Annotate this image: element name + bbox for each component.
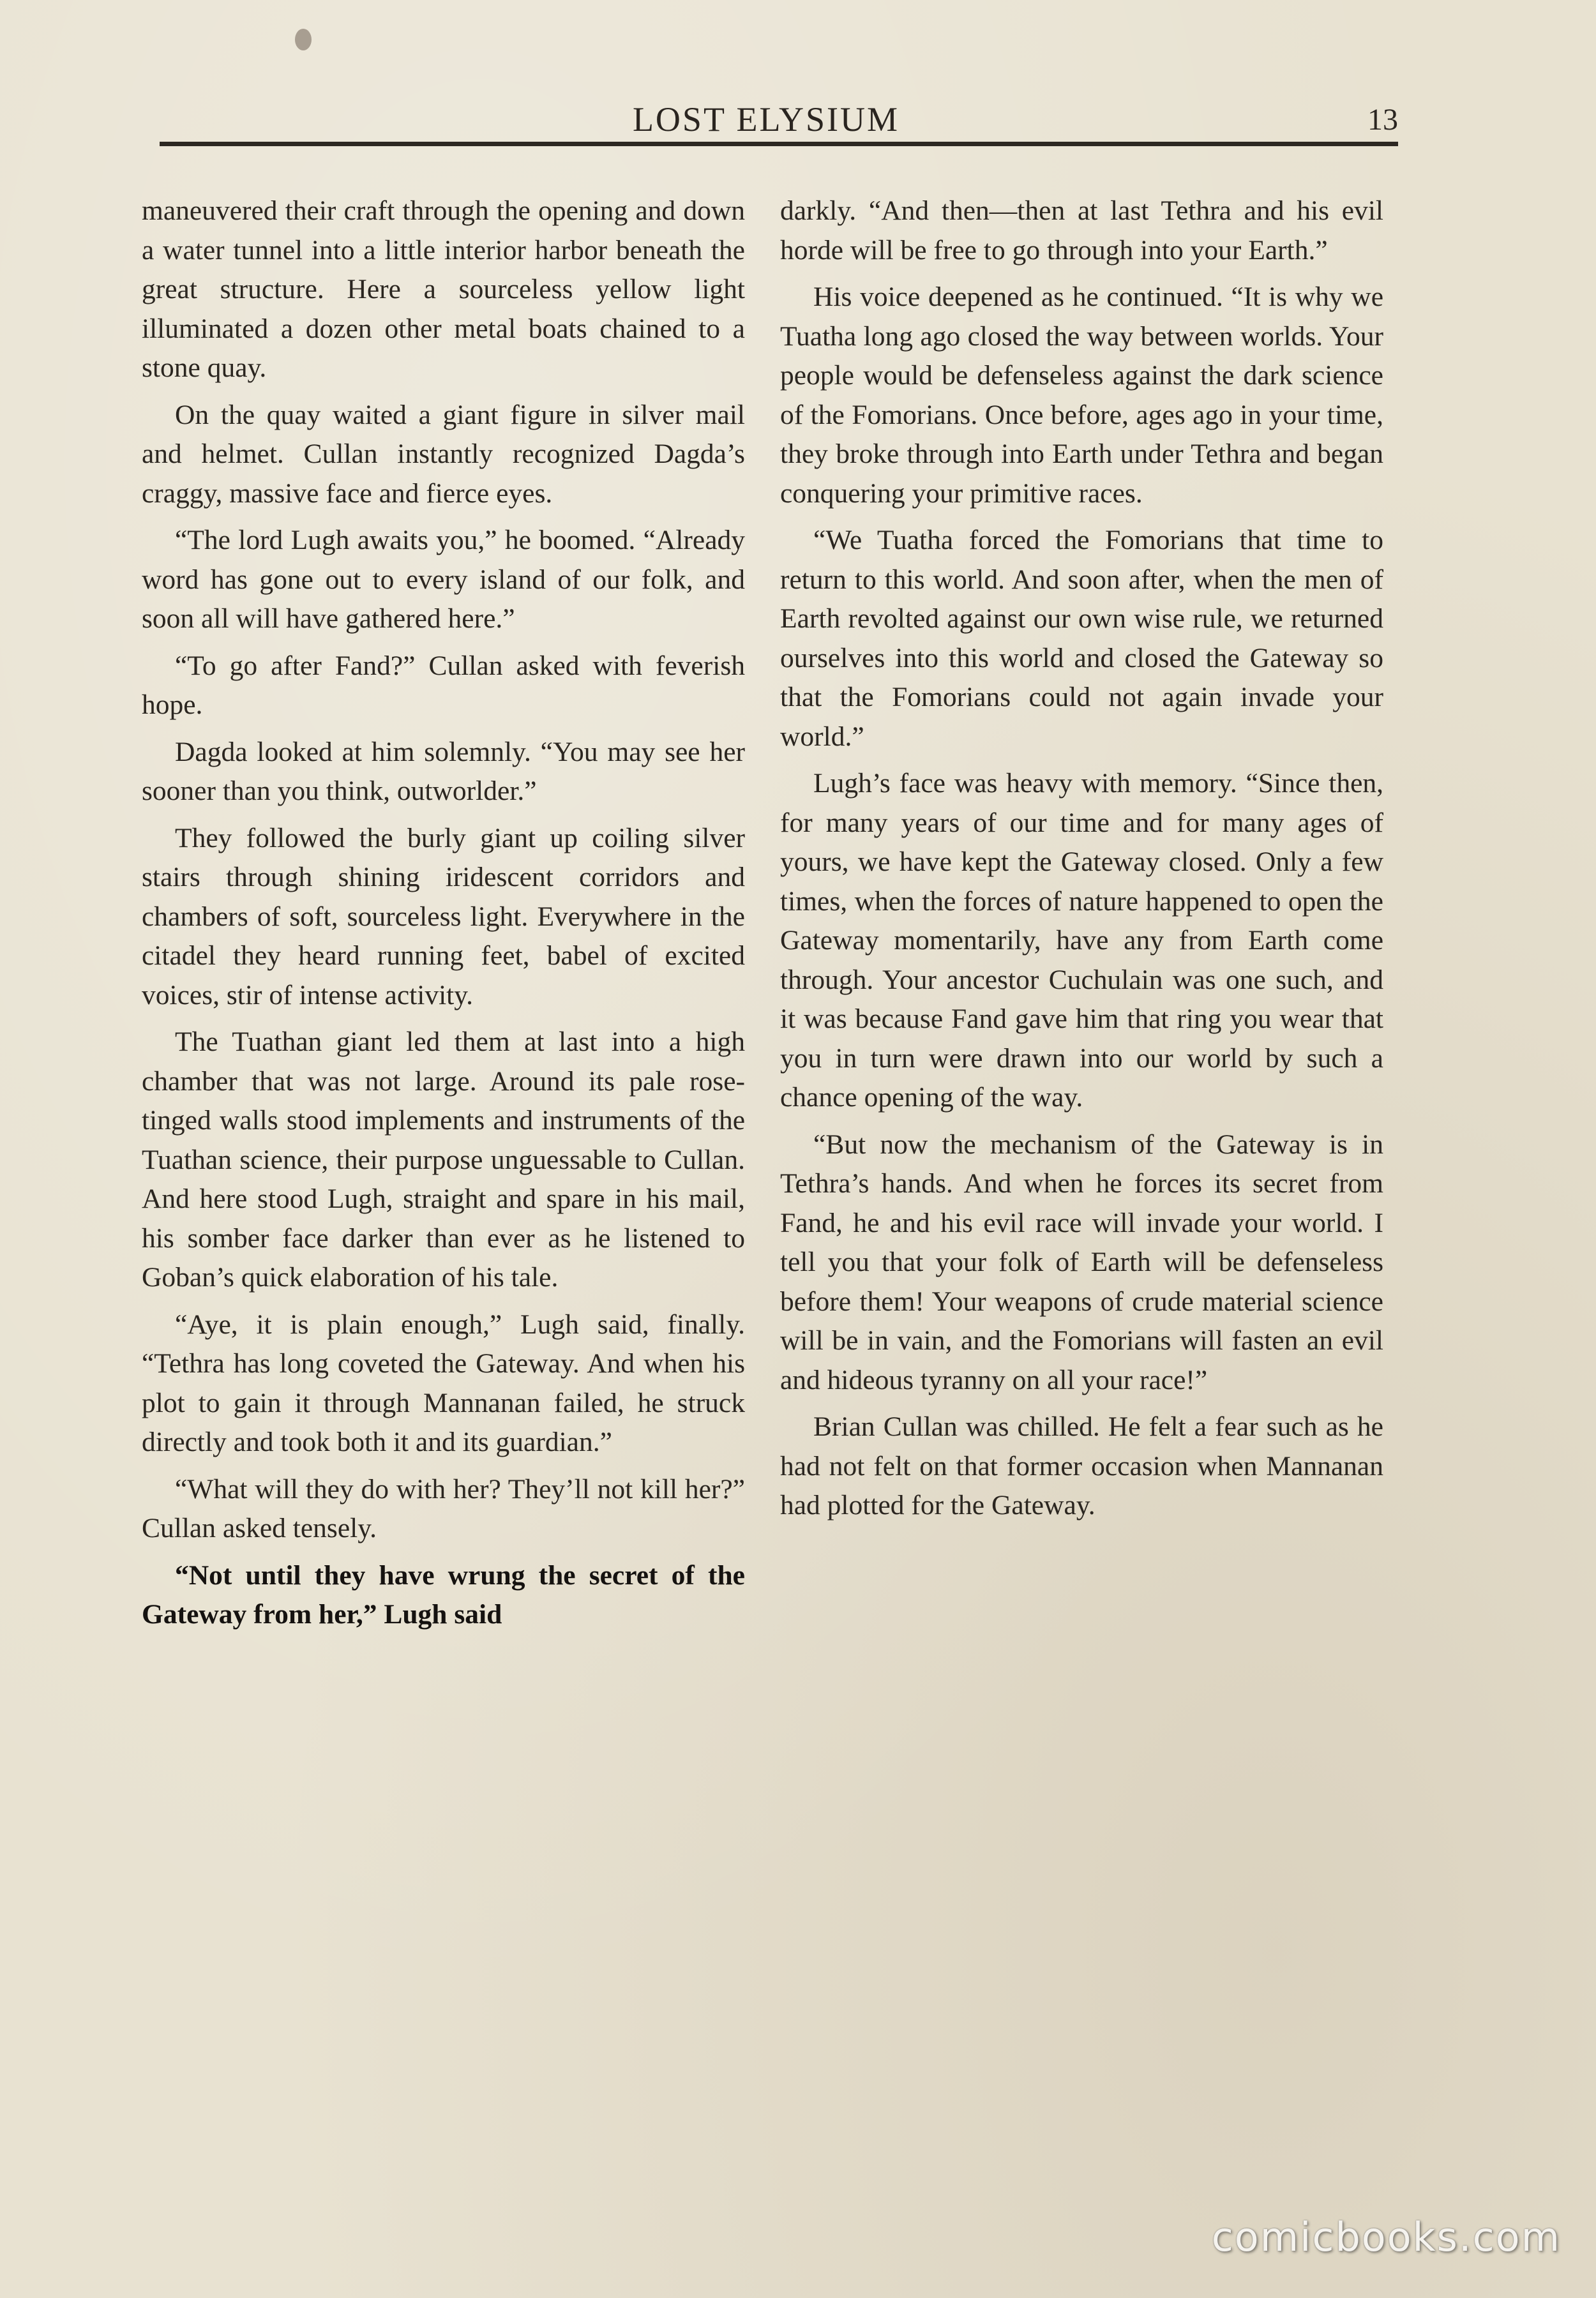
paragraph: “To go after Fand?” Cullan asked with feverish hope. bbox=[142, 650, 745, 720]
paragraph: They followed the burly giant up coiling silver stairs through shining iridescent corridors and chambers of soft, sourceless light. Everywhere in the citadel they heard running feet, babel of excited voices, stir of intense activity. bbox=[142, 822, 745, 1010]
paragraph: “We Tuatha forced the Fomorians that time to return to this world. And soon after, when the men of Earth revolted against our own wise rule, we returned ourselves into this world and closed the Gateway so that the Fomorians could not again invade your world.” bbox=[780, 525, 1383, 752]
running-title: LOST ELYSIUM bbox=[632, 100, 900, 139]
paragraph: maneuvered their craft through the opening and down a water tunnel into a little interior harbor beneath the great structure. Here a sourceless yellow light illuminated a dozen other metal boats chained to a stone quay. bbox=[142, 195, 745, 383]
ink-smudge bbox=[295, 29, 312, 50]
paragraph: Dagda looked at him solemnly. “You may see her sooner than you think, outworlder.” bbox=[142, 736, 745, 806]
watermark: comicbooks.com bbox=[1211, 2214, 1561, 2260]
paragraph: “What will they do with her? They’ll not kill her?” Cullan asked tensely. bbox=[142, 1473, 745, 1543]
right-column bbox=[780, 192, 1383, 1533]
left-column bbox=[142, 192, 745, 1642]
paragraph: “But now the mechanism of the Gateway is in Tethra’s hands. And when he forces its secret from Fand, he and his evil race will invade your world. I tell you that your folk of Earth will be defenseless before them! Your weapons of crude material science will be in vain, and the Fomorians will fasten an evil and hideous tyranny on all your race!” bbox=[780, 1129, 1383, 1395]
paragraph: His voice deepened as he continued. “It is why we Tuatha long ago closed the way between worlds. Your people would be defenseless against the dark science of the Fomorians. Once before, ages ago in your time, they broke through into Earth under Tethra and began conquering your primitive races. bbox=[780, 282, 1383, 509]
paragraph: Lugh’s face was heavy with memory. “Since then, for many years of our time and for many ages of yours, we have kept the Gateway closed. Only a few times, when the forces of nature happened to open the Gateway momentarily, have any from Earth come through. Your ancestor Cuchulain was one such, and it was because Fand gave him that ring you wear that you in turn were drawn into our world by such a chance opening of the way. bbox=[780, 768, 1383, 1113]
paragraph: “Not until they have wrung the secret of the Gateway from her,” Lugh said bbox=[142, 1559, 745, 1630]
paragraph: darkly. “And then—then at last Tethra and his evil horde will be free to go through into your Earth.” bbox=[780, 195, 1383, 266]
page-number: 13 bbox=[1367, 103, 1398, 137]
paragraph: “Aye, it is plain enough,” Lugh said, finally. “Tethra has long coveted the Gateway. And when his plot to gain it through Mannanan failed, he struck directly and took both it and its guardian.” bbox=[142, 1309, 745, 1457]
paragraph: The Tuathan giant led them at last into a high chamber that was not large. Around its pale rose-tinged walls stood implements and instruments of the Tuathan science, their purpose unguessable to Cullan. And here stood Lugh, straight and spare in his mail, his somber face darker than ever as he listened to Goban’s quick elaboration of his tale. bbox=[142, 1026, 745, 1293]
paragraph: “The lord Lugh awaits you,” he boomed. “Already word has gone out to every island of our folk, and soon all will have gathered here.” bbox=[142, 525, 745, 634]
paragraph: Brian Cullan was chilled. He felt a fear such as he had not felt on that former occasion when Mannanan had plotted for the Gateway. bbox=[780, 1411, 1383, 1521]
page-header bbox=[160, 96, 1398, 147]
header-rule bbox=[160, 142, 1398, 146]
paragraph: On the quay waited a giant figure in silver mail and helmet. Cullan instantly recognized Dagda’s craggy, massive face and fierce eyes. bbox=[142, 399, 745, 509]
